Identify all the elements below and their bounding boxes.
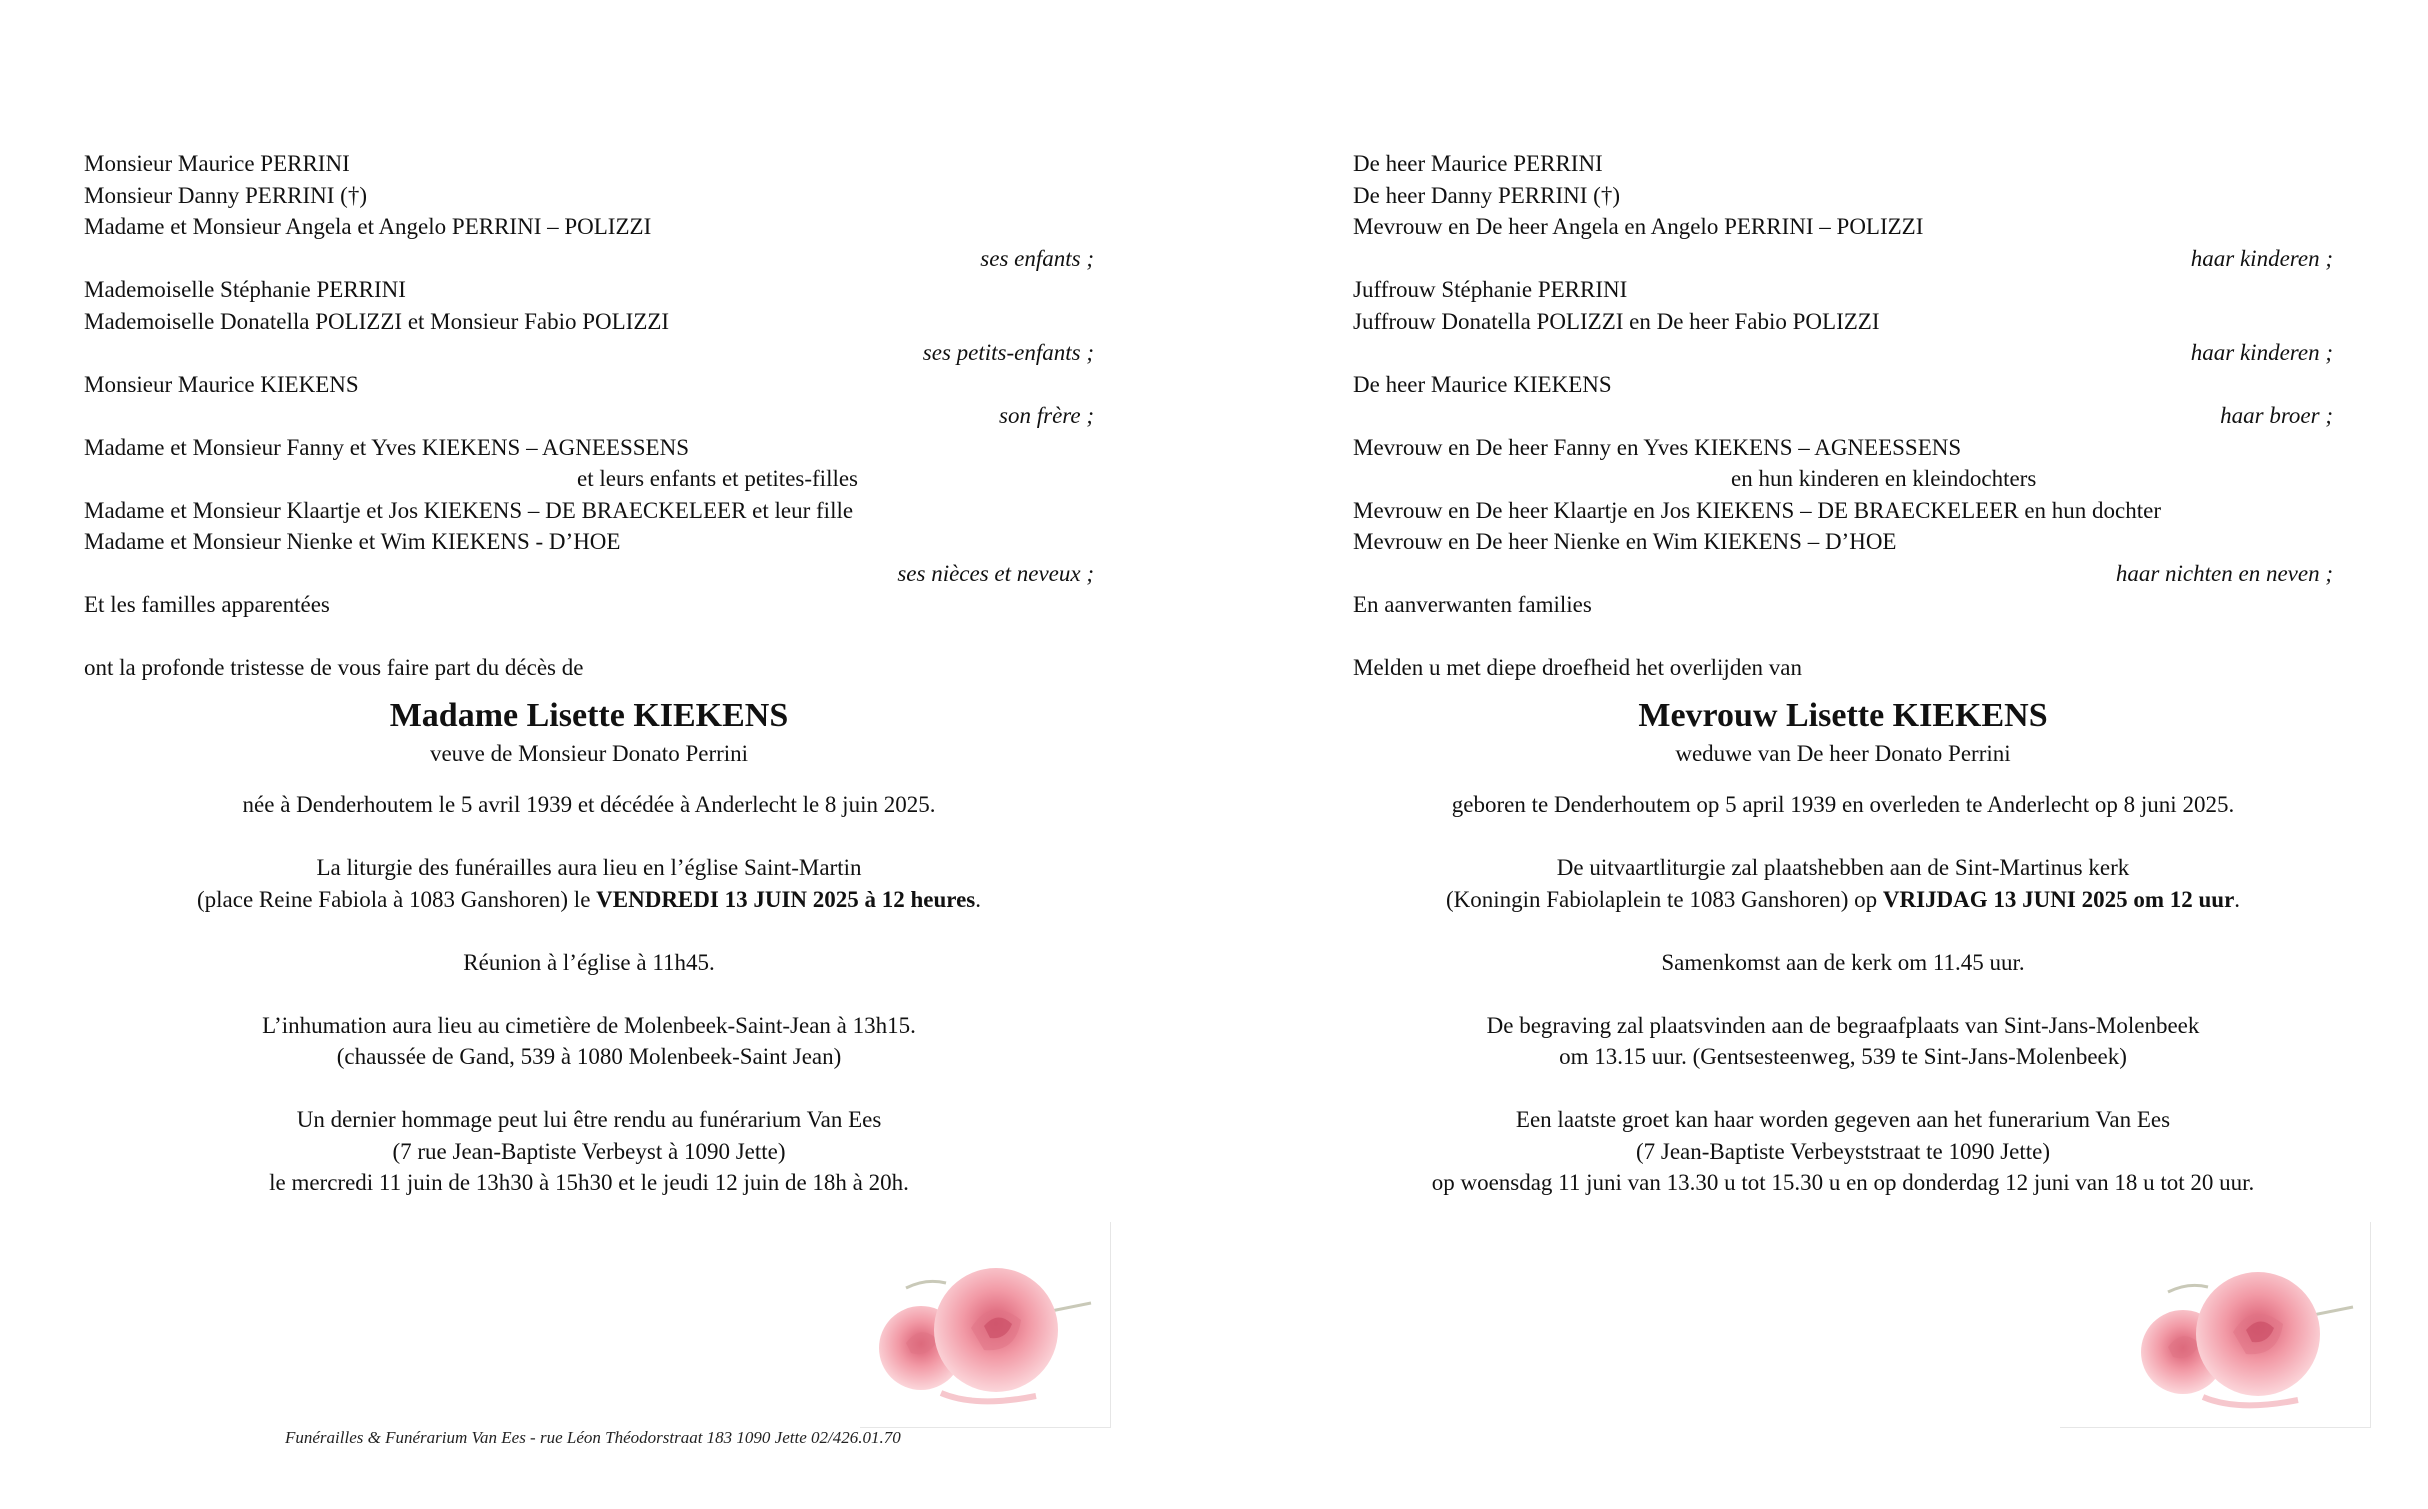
- relation-label: haar nichten en neven ;: [2115, 560, 2333, 586]
- family-member: Madame et Monsieur Fanny et Yves KIEKENS – AGNEESSENS: [84, 434, 690, 460]
- announcement-dutch: [1353, 148, 2333, 1199]
- family-member: Mevrouw en De heer Fanny en Yves KIEKENS – AGNEESSENS: [1353, 434, 1962, 460]
- funeral-home-footer: Funérailles & Funérarium Van Ees - rue Léon Théodorstraat 183 1090 Jette 02/426.01.70: [285, 1428, 901, 1447]
- family-member: Juffrouw Donatella POLIZZI en De heer Fabio POLIZZI: [1353, 308, 1880, 334]
- family-member: Monsieur Maurice PERRINI: [84, 151, 350, 176]
- liturgy-place: (place Reine Fabiola à 1083 Ganshoren) le: [196, 886, 597, 912]
- tribute-times: le mercredi 11 juin de 13h30 à 15h30 et le jeudi 12 juin de 18h à 20h.: [269, 1170, 909, 1195]
- family-member: Mademoiselle Stéphanie PERRINI: [84, 277, 406, 302]
- family-member: et leurs enfants et petites-filles: [577, 466, 859, 491]
- birth-death: geboren te Denderhoutem op 5 april 1939 en overleden te Anderlecht op 8 juni 2025.: [1451, 792, 2235, 817]
- liturgy-line: La liturgie des funérailles aura lieu en l’église Saint-Martin: [316, 855, 862, 880]
- family-member: en hun kinderen en kleindochters: [1731, 466, 2037, 491]
- announcement-french: [84, 148, 1094, 1199]
- burial-address: om 13.15 uur. (Gentsesteenweg, 539 te Sint-Jans-Molenbeek): [1559, 1044, 2127, 1069]
- family-member: Monsieur Maurice KIEKENS: [84, 371, 359, 397]
- meeting-time: Samenkomst aan de kerk om 11.45 uur.: [1661, 949, 2025, 975]
- liturgy-line: De uitvaartliturgie zal plaatshebben aan de Sint-Martinus kerk: [1556, 855, 2130, 880]
- family-member: De heer Maurice PERRINI: [1353, 151, 1603, 176]
- meeting-time: Réunion à l’église à 11h45.: [463, 949, 715, 975]
- liturgy-place: (Koningin Fabiolaplein te 1083 Ganshoren) op: [1445, 886, 1883, 912]
- burial-line: De begraving zal plaatsvinden aan de begraafplaats van Sint-Jans-Molenbeek: [1486, 1012, 2200, 1038]
- relation-label: haar kinderen ;: [2190, 340, 2333, 365]
- relation-label: ses enfants ;: [980, 245, 1094, 271]
- widow-of: veuve de Monsieur Donato Perrini: [429, 740, 749, 766]
- announcement-text: Melden u met diepe droefheid het overlijden van: [1353, 655, 1802, 680]
- tribute-line: Un dernier hommage peut lui être rendu au funérarium Van Ees: [296, 1107, 882, 1132]
- liturgy-date: VRIJDAG 13 JUNI 2025 om 12 uur: [1882, 886, 2235, 912]
- family-member: Mevrouw en De heer Nienke en Wim KIEKENS – D’HOE: [1353, 529, 1897, 554]
- birth-death: née à Denderhoutem le 5 avril 1939 et décédée à Anderlecht le 8 juin 2025.: [242, 792, 936, 817]
- family-member: Mevrouw en De heer Klaartje en Jos KIEKENS – DE BRAECKELEER en hun dochter: [1353, 497, 2161, 523]
- family-member: Mevrouw en De heer Angela en Angelo PERRINI – POLIZZI: [1353, 214, 1924, 239]
- burial-address: (chaussée de Gand, 539 à 1080 Molenbeek-Saint Jean): [336, 1044, 842, 1069]
- family-member: De heer Maurice KIEKENS: [1353, 371, 1612, 397]
- relation-label: haar kinderen ;: [2190, 245, 2333, 271]
- burial-line: L’inhumation aura lieu au cimetière de Molenbeek-Saint-Jean à 13h15.: [262, 1012, 916, 1038]
- deceased-name: Madame Lisette KIEKENS: [389, 696, 789, 734]
- relation-label: son frère ;: [999, 403, 1094, 428]
- rose-icon: [2128, 1262, 2358, 1422]
- relation-label: ses petits-enfants ;: [922, 340, 1094, 365]
- family-member: Monsieur Danny PERRINI (†): [84, 182, 367, 208]
- period: .: [975, 886, 982, 912]
- relation-label: haar broer ;: [2220, 403, 2333, 428]
- family-member: De heer Danny PERRINI (†): [1353, 182, 1620, 208]
- liturgy-date: VENDREDI 13 JUIN 2025 à 12 heures: [596, 886, 976, 912]
- period: .: [2234, 886, 2241, 912]
- tribute-times: op woensdag 11 juni van 13.30 u tot 15.30 u en op donderdag 12 juni van 18 u tot 20 uur.: [1431, 1170, 2255, 1195]
- family-member: Mademoiselle Donatella POLIZZI et Monsieur Fabio POLIZZI: [84, 308, 670, 334]
- deceased-name: Mevrouw Lisette KIEKENS: [1638, 696, 2048, 734]
- rose-icon: [866, 1258, 1096, 1418]
- family-member: Et les familles apparentées: [84, 592, 330, 617]
- widow-of: weduwe van De heer Donato Perrini: [1675, 740, 2011, 766]
- tribute-address: (7 Jean-Baptiste Verbeyststraat te 1090 Jette): [1635, 1138, 2051, 1164]
- family-member: Juffrouw Stéphanie PERRINI: [1353, 277, 1628, 302]
- liturgy-date-line: [1353, 884, 2333, 916]
- family-member: Madame et Monsieur Angela et Angelo PERRINI – POLIZZI: [84, 214, 652, 239]
- family-member: En aanverwanten families: [1353, 592, 1592, 617]
- relation-label: ses nièces et neveux ;: [897, 560, 1094, 586]
- announcement-text: ont la profonde tristesse de vous faire part du décès de: [84, 655, 584, 680]
- family-member: Madame et Monsieur Klaartje et Jos KIEKENS – DE BRAECKELEER et leur fille: [84, 497, 854, 523]
- liturgy-date-line: [84, 884, 1094, 916]
- family-member: Madame et Monsieur Nienke et Wim KIEKENS - D’HOE: [84, 529, 621, 554]
- tribute-address: (7 rue Jean-Baptiste Verbeyst à 1090 Jette): [392, 1138, 786, 1164]
- tribute-line: Een laatste groet kan haar worden gegeven aan het funerarium Van Ees: [1515, 1107, 2171, 1132]
